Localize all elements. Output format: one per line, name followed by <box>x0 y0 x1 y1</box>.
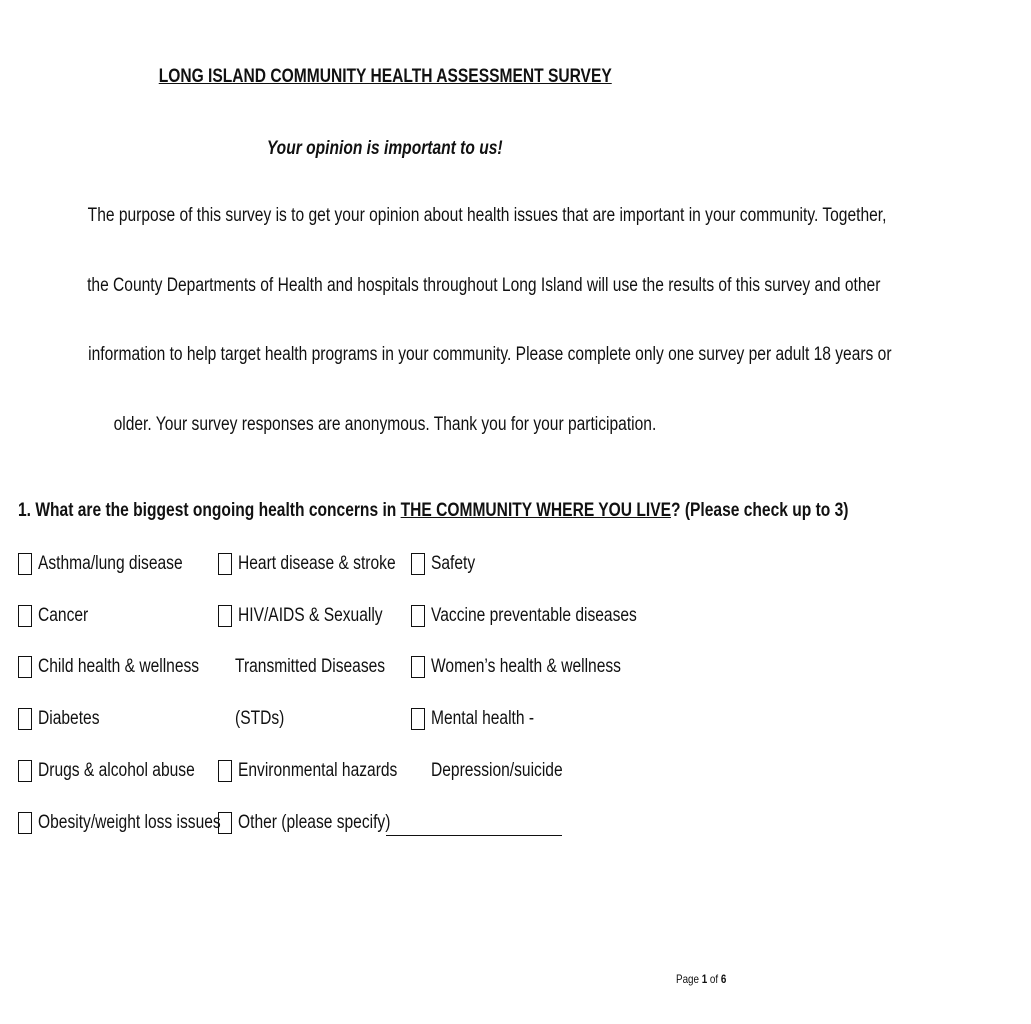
checkbox[interactable] <box>218 812 232 834</box>
checkbox[interactable] <box>18 553 32 575</box>
checkbox[interactable] <box>218 605 232 627</box>
checkbox[interactable] <box>411 553 425 575</box>
question-1-text: 1. What are the biggest ongoing health concerns in THE COMMUNITY WHERE YOU LIVE? (Please check up to 3) <box>18 500 849 521</box>
survey-subtitle: Your opinion is important to us! <box>267 138 503 159</box>
checkbox[interactable] <box>18 605 32 627</box>
intro-line-1: The purpose of this survey is to get your opinion about health issues that are important in your community. Together, <box>87 205 887 226</box>
checkbox[interactable] <box>411 656 425 678</box>
other-specify-field[interactable] <box>386 835 562 836</box>
checkbox[interactable] <box>18 656 32 678</box>
checkbox[interactable] <box>411 605 425 627</box>
checkbox[interactable] <box>18 812 32 834</box>
checkbox[interactable] <box>411 708 425 730</box>
intro-line-4: older. Your survey responses are anonymous. Thank you for your participation. <box>113 414 657 435</box>
intro-line-3: information to help target health programs in your community. Please complete only one survey per adult 18 years or <box>88 344 892 365</box>
survey-title: LONG ISLAND COMMUNITY HEALTH ASSESSMENT SURVEY <box>158 66 612 87</box>
checkbox[interactable] <box>18 760 32 782</box>
checkbox[interactable] <box>218 760 232 782</box>
intro-line-2: the County Departments of Health and hospitals throughout Long Island will use the results of this survey and other <box>87 275 881 296</box>
checkbox[interactable] <box>18 708 32 730</box>
option-hiv-aids-cont-2: (STDs) <box>235 708 285 729</box>
option-hiv-aids-cont-1: Transmitted Diseases <box>235 656 386 677</box>
option-mental-health-cont: Depression/suicide <box>431 760 563 781</box>
checkbox[interactable] <box>218 553 232 575</box>
page-number: Page 1 of 6 <box>676 972 727 986</box>
